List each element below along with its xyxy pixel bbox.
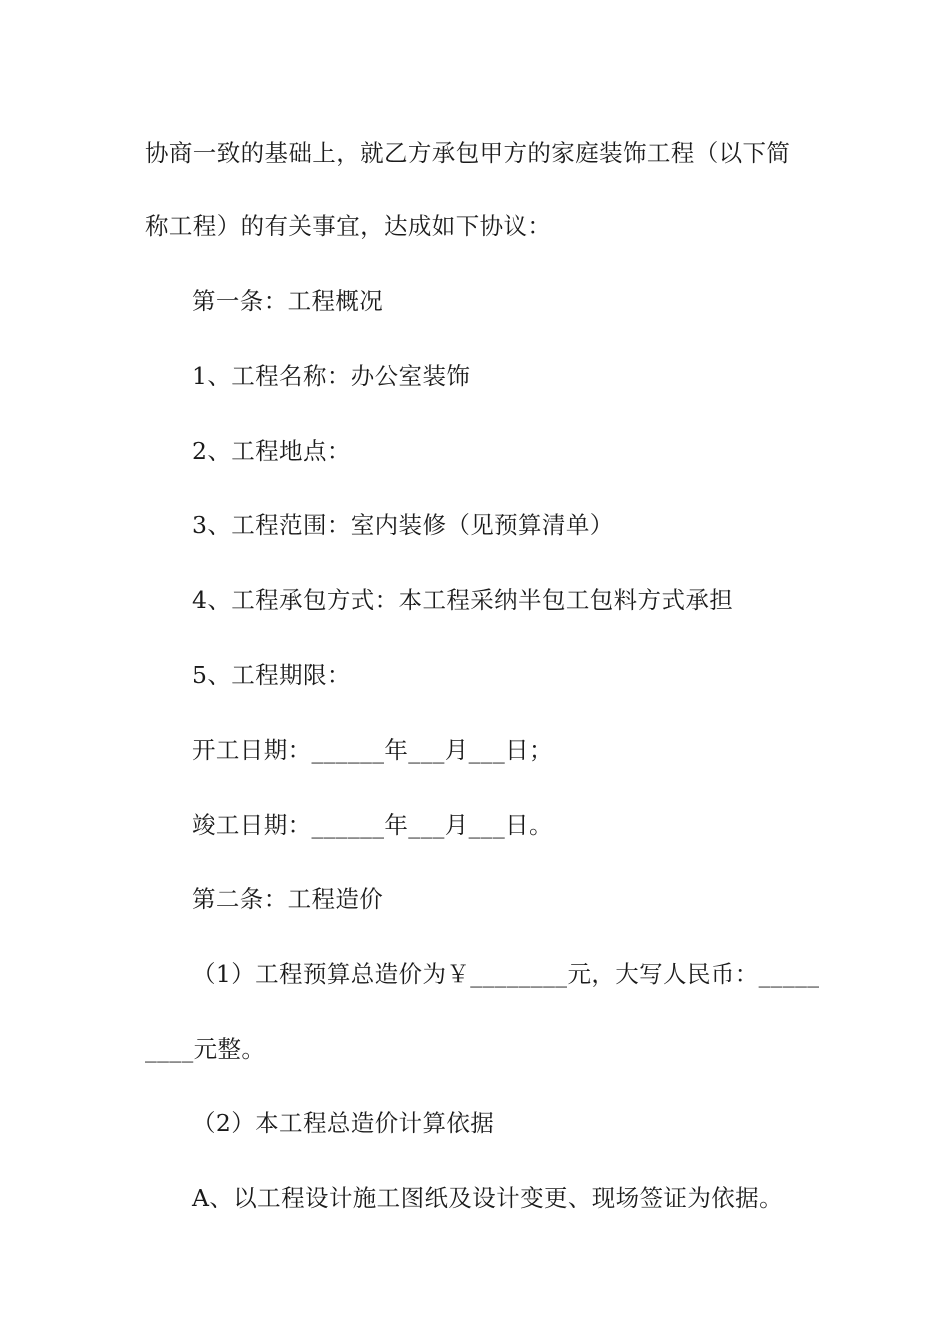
list-item: 2、工程地点：	[192, 437, 351, 465]
price-line: （1）工程预算总造价为￥________元，大写人民币：_____	[192, 960, 820, 988]
list-item: 3、工程范围：室内装修（见预算清单）	[192, 511, 614, 539]
list-item: A、以工程设计施工图纸及设计变更、现场签证为依据。	[192, 1184, 783, 1212]
start-date-line: 开工日期：______年___月___日；	[192, 736, 553, 764]
price-line-continued: ____元整。	[145, 1035, 266, 1063]
paragraph-line: 称工程）的有关事宜，达成如下协议：	[145, 212, 552, 240]
list-item: （2）本工程总造价计算依据	[192, 1109, 495, 1137]
section-heading: 第二条：工程造价	[192, 885, 384, 913]
section-heading: 第一条：工程概况	[192, 287, 384, 315]
list-item: 5、工程期限：	[192, 661, 351, 689]
completion-date-line: 竣工日期：______年___月___日。	[192, 811, 553, 839]
list-item: 1、工程名称：办公室装饰	[192, 362, 471, 390]
list-item: 4、工程承包方式：本工程采纳半包工包料方式承担	[192, 586, 734, 614]
paragraph-line: 协商一致的基础上，就乙方承包甲方的家庭装饰工程（以下简	[145, 139, 791, 167]
